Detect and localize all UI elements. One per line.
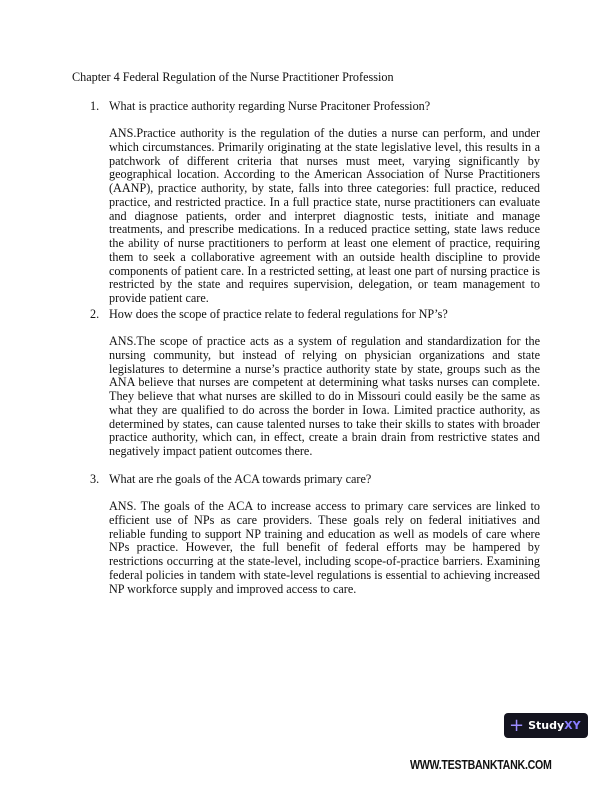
question-text: What is practice authority regarding Nurse Pracitoner Profession? <box>109 99 431 113</box>
question-text: What are rhe goals of the ACA towards primary care? <box>109 472 372 486</box>
studyxy-logo <box>504 713 588 738</box>
website-watermark: WWW.TESTBANKTANK.COM <box>410 758 552 772</box>
chapter-title: Chapter 4 Federal Regulation of the Nurse Practitioner Profession <box>72 70 394 84</box>
question-number: 2. <box>90 307 100 321</box>
answer-text: ANS.The scope of practice acts as a system of regulation and standardization for the nursing community, but instead of relying on physician organizations and state legislatures to determine a nurse’s practice authority state by state, groups such as the ANA believe that nurses are competent at determining what tasks nurses can complete. They believe that what nurses are skilled to do in Missouri could easily be the same as what they are qualified to do across the border in Iowa. Limited practice authority, as determined by states, can cause talented nurses to take their skills to states with broader practice authority, which can, in effect, create a brain drain from restrictive states and negatively impact patient outcomes there. <box>109 334 540 458</box>
question-number: 3. <box>90 472 100 486</box>
question-item-3 <box>90 472 540 596</box>
plus-icon: + <box>509 714 525 736</box>
answer-text: ANS. The goals of the ACA to increase access to primary care services are linked to efficient use of NPs as care providers. These goals rely on federal initiatives and reliable funding to support NP training and education as well as models of care where NPs practice. However, the full benefit of federal efforts may be hampered by restrictions occurring at the state-level, including scope-of-practice barriers. Examining federal policies in tandem with state-level regulations is essential to achieving increased NP workforce supply and improved access to care. <box>109 499 540 596</box>
question-item-1 <box>90 99 540 306</box>
logo-suffix: XY <box>564 719 581 732</box>
question-number: 1. <box>90 99 100 113</box>
question-item-2 <box>90 307 540 459</box>
answer-text: ANS.Practice authority is the regulation of the duties a nurse can perform, and under which circumstances. Primarily originating at the state legislative level, this results in a patchwork of different criteria that nurses must meet, varying significantly by geographical location. According to the American Association of Nurse Practitioners (AANP), practice authority, by state, falls into three categories: full practice, reduced practice, and restricted practice. In a full practice state, nurse practitioners can evaluate and diagnose patients, order and interpret diagnostic tests, initiate and manage treatments, and prescribe medications. In a reduced practice setting, state laws reduce the ability of nurse practitioners to perform at least one element of practice, requiring them to seek a collaborative agreement with an outside health discipline to provide components of patient care. In a restricted setting, at least one part of nursing practice is restricted by the state and requires supervision, delegation, or team management to provide patient care. <box>109 126 540 305</box>
logo-prefix: Study <box>528 719 565 732</box>
question-text: How does the scope of practice relate to federal regulations for NP’s? <box>109 307 448 321</box>
